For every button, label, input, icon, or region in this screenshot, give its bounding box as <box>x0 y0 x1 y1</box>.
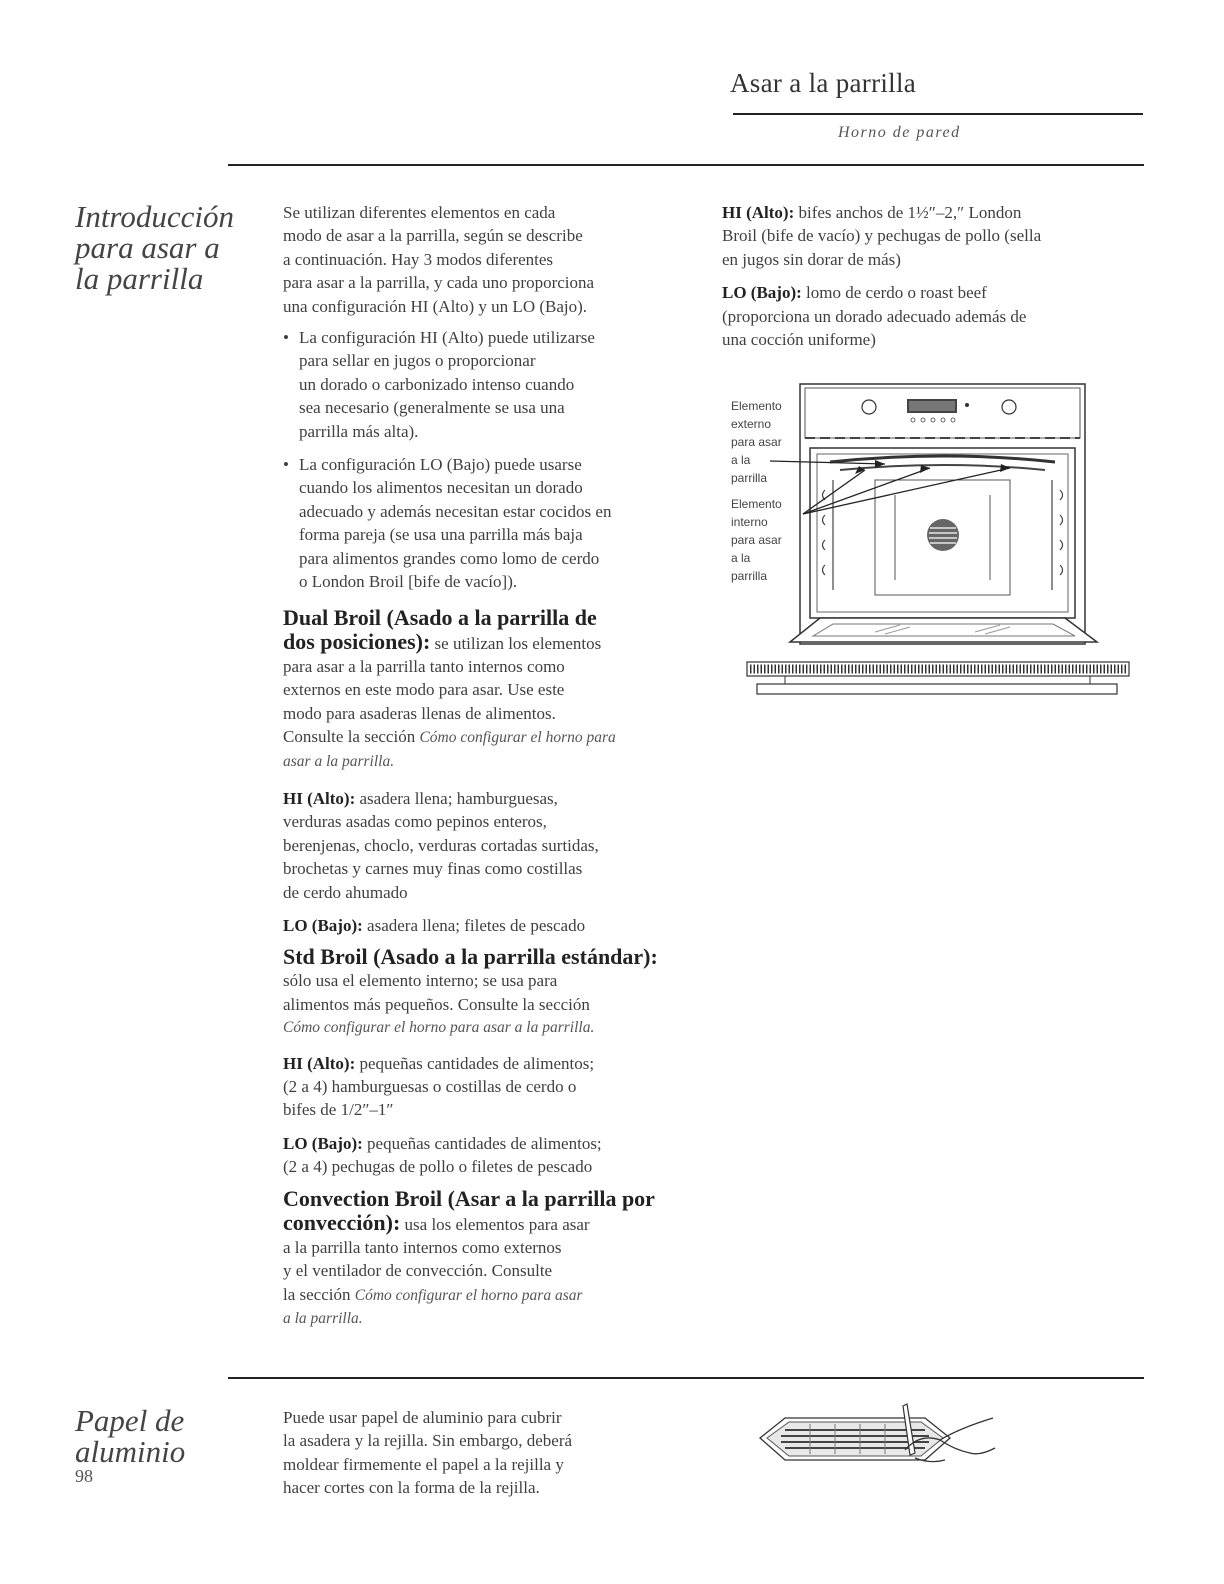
intro-paragraph <box>283 201 708 318</box>
convection-broil-paragraph <box>283 1187 708 1331</box>
text-line: forma pareja (se usa una parrilla más baja <box>299 525 583 545</box>
text-line: para sellar en jugos o proporcionar <box>299 351 536 371</box>
text-line: una configuración HI (Alto) y un LO (Bajo). <box>283 296 588 316</box>
text-line: externos en este modo para asar. Use este <box>283 680 565 700</box>
text-line: Broil (bife de vacío) y pechugas de pollo (sella <box>722 226 1042 246</box>
section-title-line: Introducción <box>75 199 234 234</box>
text-line: de cerdo ahumado <box>283 882 408 902</box>
section-title-line: aluminio <box>75 1434 186 1469</box>
text-line: modo de asar a la parrilla, según se describe <box>283 226 583 246</box>
std-broil-paragraph <box>283 945 708 1039</box>
text-line: verduras asadas como pepinos enteros, <box>283 812 547 832</box>
text-line: (2 a 4) pechugas de pollo o filetes de pescado <box>283 1157 593 1177</box>
text-line: alimentos más pequeños. Consulte la sección <box>283 994 590 1014</box>
section-divider-top <box>228 164 1144 166</box>
section-title-line: para asar a <box>75 230 220 265</box>
label-internal: Elemento <box>731 497 782 511</box>
dual-broil-paragraph <box>283 606 708 773</box>
text-line: Se utilizan diferentes elementos en cada <box>283 203 556 222</box>
dual-lo-paragraph <box>283 914 708 937</box>
dual-broil-heading: Dual Broil (Asado a la parrilla de <box>283 604 597 630</box>
text-line: a continuación. Hay 3 modos diferentes <box>283 249 554 269</box>
page-header-title: Asar a la parrilla <box>730 68 917 98</box>
text-line: La configuración HI (Alto) puede utilizarse <box>299 328 595 348</box>
svg-text:a la: a la <box>731 551 751 565</box>
hi-label: HI (Alto): <box>283 1053 356 1073</box>
lo-label: LO (Bajo): <box>722 283 802 303</box>
text-line: parrilla más alta). <box>299 421 419 441</box>
std-lo-paragraph <box>283 1132 708 1179</box>
page-header-subtitle: Horno de pared <box>838 124 961 141</box>
svg-text:a la: a la <box>731 453 751 467</box>
text-line: modo para asaderas llenas de alimentos. <box>283 703 556 723</box>
convection-broil-heading: Convection Broil (Asar a la parrilla por <box>283 1185 655 1211</box>
text-run: pequeñas cantidades de alimentos; <box>355 1053 595 1073</box>
svg-text:externo: externo <box>731 417 772 431</box>
text-run: asadera llena; hamburguesas, <box>355 788 558 808</box>
label-external: Elemento <box>731 399 782 413</box>
text-line: adecuado y además necesitan estar cocidos en <box>299 501 612 521</box>
fan-icon <box>927 519 959 551</box>
broiler-pan-foil-illustration <box>755 1398 1000 1478</box>
section-title-line: la parrilla <box>75 261 204 296</box>
std-hi-paragraph <box>283 1052 708 1122</box>
text-line: para alimentos grandes como lomo de cerdo <box>299 548 600 568</box>
text-line: en jugos sin dorar de más) <box>722 249 901 269</box>
text-line: (2 a 4) hamburguesas o costillas de cerdo o <box>283 1077 577 1096</box>
text-line: una cocción uniforme) <box>722 330 876 350</box>
hi-label: HI (Alto): <box>722 203 795 222</box>
text-line: berenjenas, choclo, verduras cortadas surtidas, <box>283 835 599 855</box>
text-line: cuando los alimentos necesitan un dorado <box>299 478 583 498</box>
right-lo-paragraph <box>722 281 1142 351</box>
text-line: hacer cortes con la forma de la rejilla. <box>283 1478 540 1498</box>
text-line: La configuración LO (Bajo) puede usarse <box>299 455 582 475</box>
text-line: brochetas y carnes muy finas como costillas <box>283 859 583 879</box>
text-line: y el ventilador de convección. Consulte <box>283 1261 553 1281</box>
text-run: la sección <box>283 1284 355 1304</box>
text-run: lomo de cerdo o roast beef <box>801 283 987 303</box>
text-line: sólo usa el elemento interno; se usa para <box>283 971 558 991</box>
bullet-hi <box>283 326 708 443</box>
dual-broil-heading-2: dos posiciones): <box>283 628 431 654</box>
section-title-line: Papel de <box>75 1403 185 1438</box>
svg-text:para asar: para asar <box>731 533 782 547</box>
svg-text:interno: interno <box>731 515 768 529</box>
text-run: asadera llena; filetes de pescado <box>362 915 586 935</box>
oven-door <box>790 618 1097 642</box>
text-line: bifes de 1/2″–1″ <box>283 1100 394 1120</box>
dual-hi-paragraph <box>283 787 708 904</box>
text-line: a la parrilla tanto internos como externos <box>283 1238 562 1258</box>
text-line: moldear firmemente el papel a la rejilla y <box>283 1454 564 1474</box>
bullet-icon: • <box>283 328 289 348</box>
text-line: o London Broil [bife de vacío]). <box>299 572 518 592</box>
text-run: se utilizan los elementos <box>430 633 602 653</box>
right-hi-paragraph <box>722 201 1142 271</box>
lo-label: LO (Bajo): <box>283 915 363 935</box>
section-divider-bottom <box>228 1377 1144 1379</box>
text-run: bifes anchos de 1½″–2,″ London <box>794 203 1022 222</box>
svg-text:parrilla: parrilla <box>731 471 768 485</box>
lo-label: LO (Bajo): <box>283 1133 363 1153</box>
text-line: para asar a la parrilla tanto internos como <box>283 656 565 676</box>
text-run: pequeñas cantidades de alimentos; <box>362 1133 602 1153</box>
text-line: (proporciona un dorado adecuado además de <box>722 306 1027 326</box>
text-line: un dorado o carbonizado intenso cuando <box>299 374 575 394</box>
bullet-icon: • <box>283 455 289 475</box>
std-broil-heading: Std Broil (Asado a la parrilla estándar): <box>283 944 658 970</box>
oven-diagram <box>725 380 1135 700</box>
door-handle <box>757 684 1117 694</box>
text-line: para asar a la parrilla, y cada uno proporciona <box>283 273 595 293</box>
header-rule <box>733 113 1143 115</box>
foil-paragraph <box>283 1406 703 1500</box>
convection-broil-heading-2: convección): <box>283 1209 401 1235</box>
section-reference: Cómo configurar el horno para asar a la parrilla. <box>283 1019 595 1037</box>
section-title-intro <box>75 201 234 294</box>
right-column <box>722 201 1142 359</box>
text-line: sea necesario (generalmente se usa una <box>299 398 565 418</box>
section-title-foil <box>75 1405 185 1467</box>
svg-text:para asar: para asar <box>731 435 782 449</box>
text-run: Consulte la sección <box>283 727 420 747</box>
section-reference: asar a la parrilla. <box>283 752 395 770</box>
section-reference: a la parrilla. <box>283 1310 363 1328</box>
page-number: 98 <box>75 1466 93 1486</box>
section-reference: Cómo configurar el horno para asar <box>354 1286 583 1304</box>
middle-column <box>283 201 708 1339</box>
text-run: usa los elementos para asar <box>400 1214 590 1234</box>
section-reference: Cómo configurar el horno para <box>419 729 616 747</box>
text-line: la asadera y la rejilla. Sin embargo, deberá <box>283 1431 573 1451</box>
text-line: Puede usar papel de aluminio para cubrir <box>283 1408 562 1427</box>
hi-label: HI (Alto): <box>283 788 356 808</box>
bullet-lo <box>283 453 708 593</box>
svg-text:parrilla: parrilla <box>731 569 768 583</box>
